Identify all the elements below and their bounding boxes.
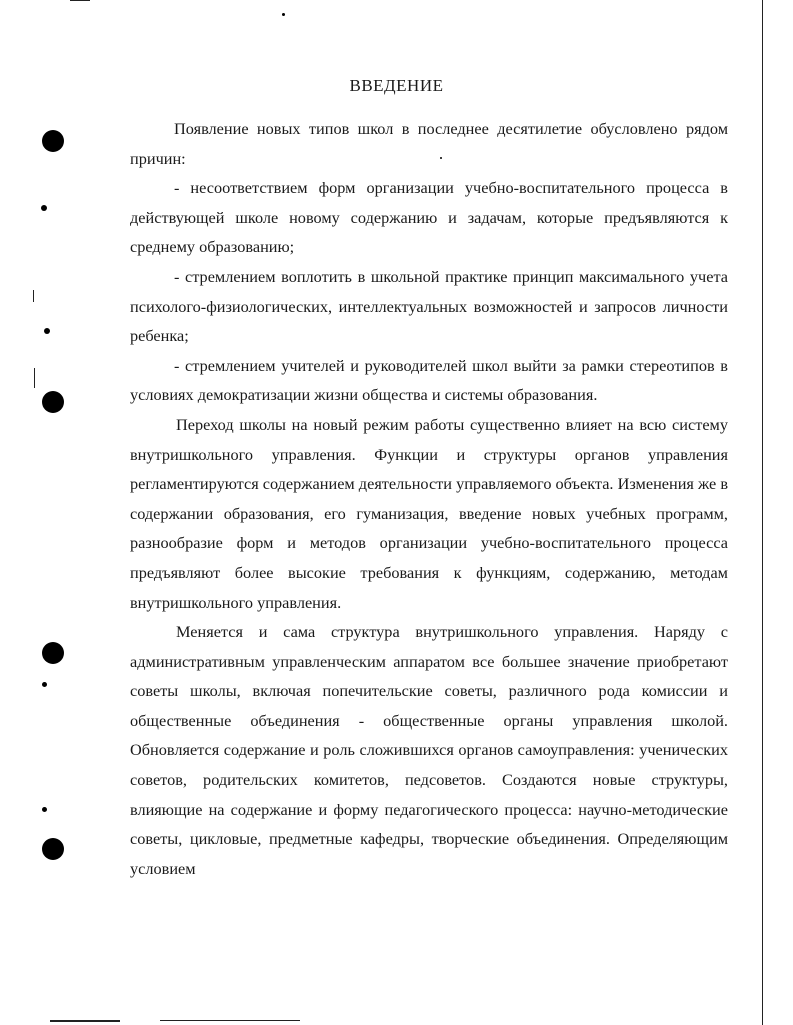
paragraph: Переход школы на новый режим работы существенно влияет на всю систему внутришкольного управления. Функции и структуры органов управления регламентируются содержанием деятельности управляемого объекта. Изменения же в содержании образования, его гуманизация, введение новых учебных программ, разнообразие форм и методов организации учебно-воспитательного процесса предъявляют более высокие требования к функциям, содержанию, методам внутришкольного управления.	[130, 414, 729, 612]
margin-mark	[33, 290, 34, 302]
page-edge-line	[762, 0, 763, 1025]
paragraph: - несоответствием форм организации учебно-воспитательного процесса в действующей школе новому содержанию и задачам, которые предъявляются к среднему образованию;	[130, 178, 728, 257]
paragraph: Меняется и сама структура внутришкольного управления. Наряду с административным управленческим аппаратом все большее значение приобретают советы школы, включая попечительские советы, различного рода комиссии и общественные объединения - общественные органы управления школой. Обновляется содержание и роль сложившихся органов самоуправления: ученических советов, родительских комитетов, педсоветов. Создаются новые структуры, влияющие на содержание и форму педагогического процесса: научно-методические советы, цикловые, предметные кафедры, творческие объединения. Определяющим условием	[130, 622, 728, 878]
punch-hole	[42, 838, 64, 860]
scan-speck	[42, 682, 47, 687]
punch-hole	[42, 642, 64, 664]
bottom-edge-line	[50, 1020, 120, 1022]
punch-hole	[42, 130, 64, 152]
paragraph: - стремлением воплотить в школьной практике принцип максимального учета психолого-физиологических, интеллектуальных возможностей и запросов личности ребенка;	[130, 266, 728, 346]
punch-hole	[42, 391, 64, 413]
scan-speck	[41, 205, 47, 211]
scan-speck	[42, 807, 47, 812]
scan-speck	[282, 13, 285, 16]
scan-speck	[44, 328, 50, 334]
paragraph: Появление новых типов школ в последнее десятилетие обусловлено рядом причин:	[130, 119, 728, 168]
bottom-edge-line	[160, 1020, 300, 1021]
body-text	[130, 114, 728, 883]
margin-mark	[34, 368, 35, 388]
top-edge-line	[70, 0, 90, 1]
page-title: ВВЕДЕНИЕ	[349, 76, 444, 95]
paragraph: - стремлением учителей и руководителей школ выйти за рамки стереотипов в условиях демократизации жизни общества и системы образования.	[130, 355, 728, 405]
